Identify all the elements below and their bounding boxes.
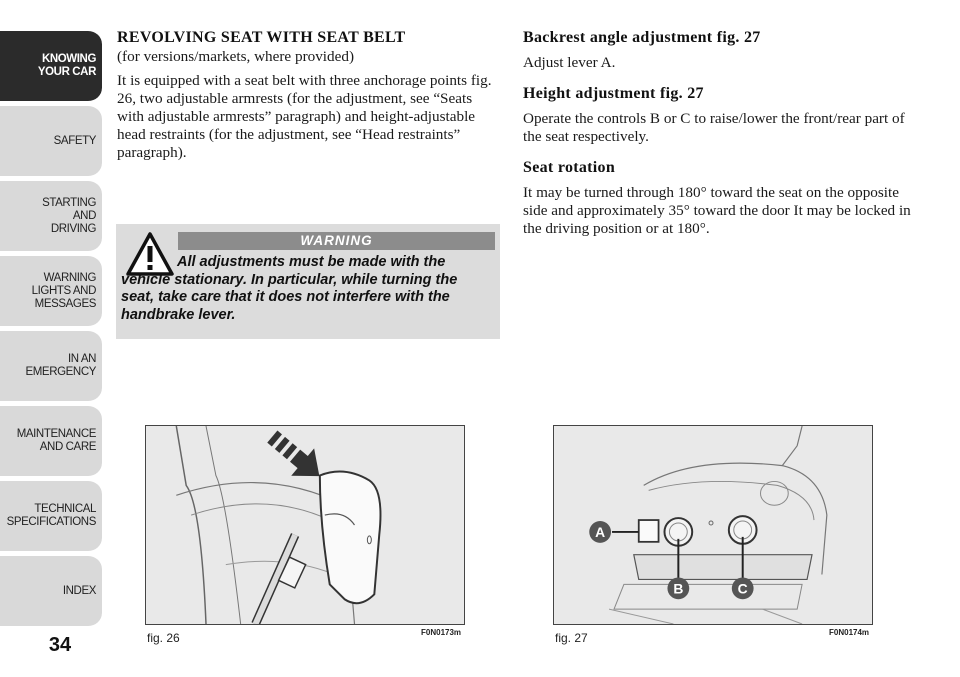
label-b: B <box>673 580 684 597</box>
figure-27-code: F0N0174m <box>829 628 870 637</box>
left-column <box>117 28 502 162</box>
label-a: A <box>595 523 606 540</box>
height-heading: Height adjustment fig. 27 <box>523 85 704 102</box>
section-body: It is equipped with a seat belt with three anchorage points fig. 26, two adjustable armrests (for the adjustment, see “Seats with adjustable armrests” paragraph) and height-adjustable head restraints (for the adjustment, see “Head restraints” paragraph). <box>117 72 492 161</box>
tab-maintenance-and-care[interactable]: MAINTENANCE AND CARE <box>0 405 102 477</box>
tab-starting-and-driving[interactable]: STARTING AND DRIVING <box>0 180 102 252</box>
seat-controls-illustration <box>554 426 872 624</box>
section-heading: REVOLVING SEAT WITH SEAT BELT <box>117 29 406 46</box>
section-subheading: (for versions/markets, where provided) <box>117 48 355 65</box>
figure-27-seat-controls <box>553 425 873 625</box>
rotation-body: It may be turned through 180° toward the seat on the opposite side and approximately 35° toward the door It may be locked in the driving position or at 180°. <box>523 184 911 237</box>
warning-box <box>116 224 500 339</box>
tab-index[interactable]: INDEX <box>0 555 102 627</box>
warning-text: All adjustments must be made with the vehicle stationary. In particular, while turning the seat, take care that it does not interfere with the handbrake lever. <box>121 254 458 323</box>
warning-title: WARNING <box>178 232 495 250</box>
tab-warning-lights-and-messages[interactable]: WARNING LIGHTS AND MESSAGES <box>0 255 102 327</box>
seat-belt-illustration <box>146 426 464 624</box>
tab-in-an-emergency[interactable]: IN AN EMERGENCY <box>0 330 102 402</box>
right-column <box>523 28 923 238</box>
chapter-sidebar <box>0 0 102 677</box>
rotation-heading: Seat rotation <box>523 159 616 176</box>
backrest-body: Adjust lever A. <box>523 54 616 71</box>
label-c: C <box>737 580 748 597</box>
backrest-heading: Backrest angle adjustment fig. 27 <box>523 29 761 46</box>
height-body: Operate the controls B or C to raise/lower the front/rear part of the seat respectively. <box>523 110 905 145</box>
figure-26-seat-belt <box>145 425 465 625</box>
page-number: 34 <box>48 634 72 656</box>
figure-27-caption: fig. 27 <box>555 631 588 645</box>
tab-technical-specifications[interactable]: TECHNICAL SPECIFICATIONS <box>0 480 102 552</box>
tab-safety[interactable]: SAFETY <box>0 105 102 177</box>
figure-26-caption: fig. 26 <box>147 631 180 645</box>
figure-26-code: F0N0173m <box>421 628 462 637</box>
tab-knowing-your-car[interactable]: KNOWING YOUR CAR <box>0 30 102 102</box>
